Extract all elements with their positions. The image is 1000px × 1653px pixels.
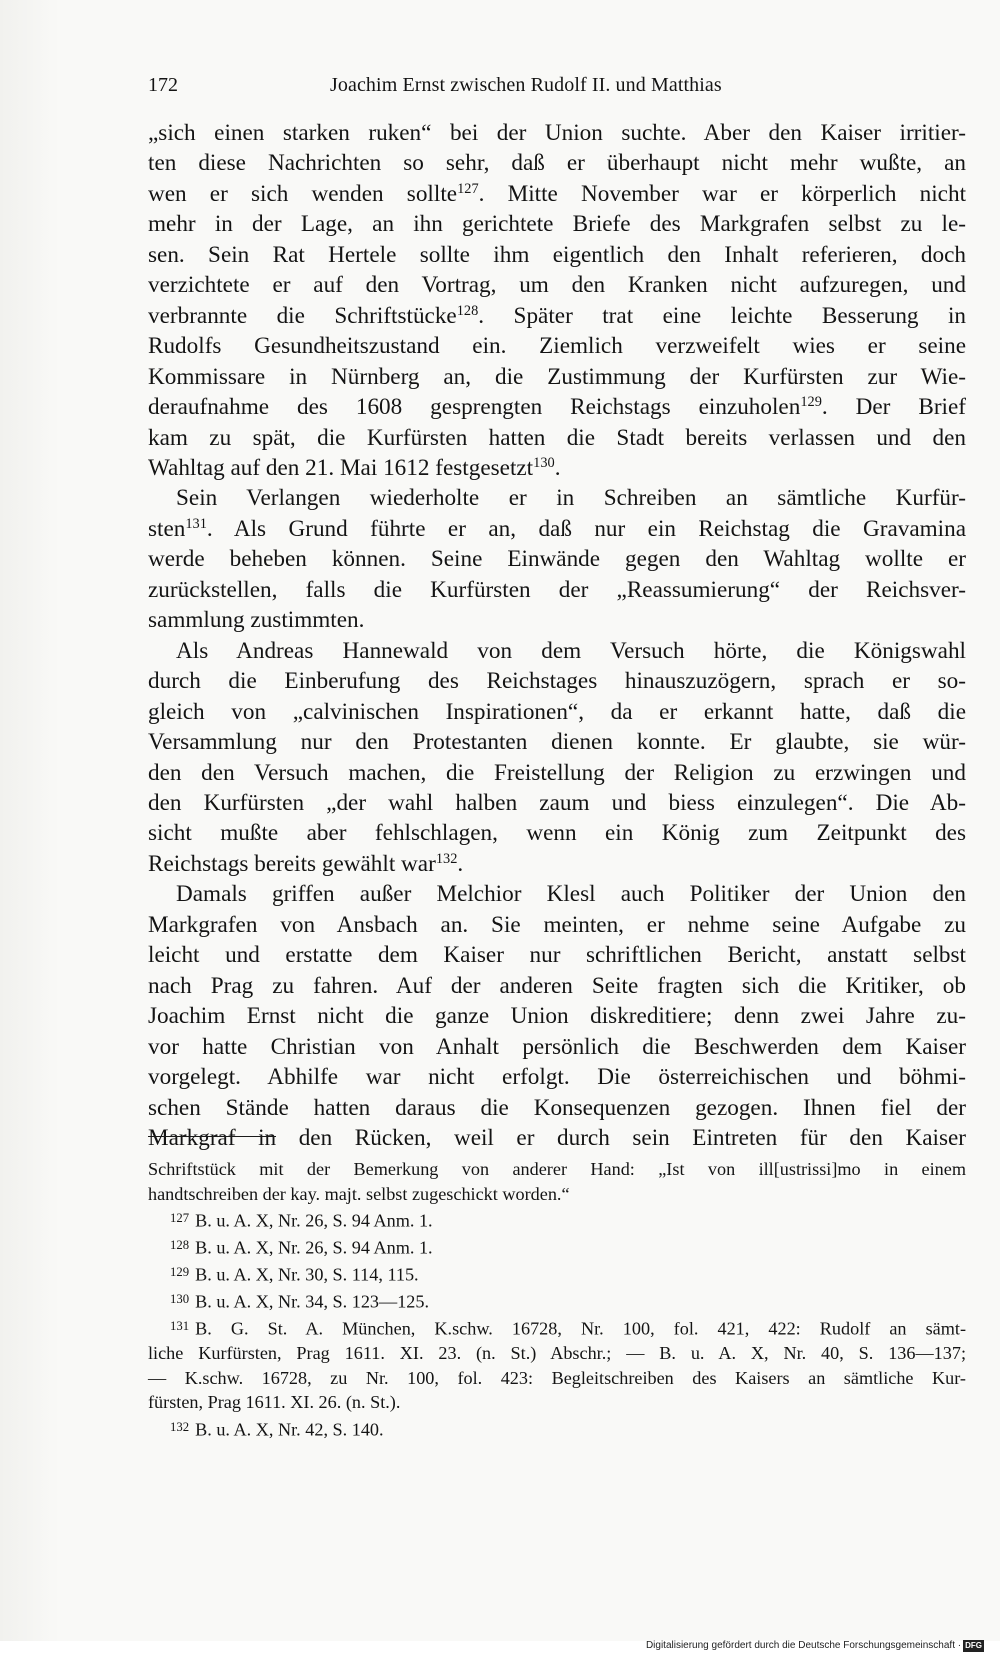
footnote-number: 130 (170, 1292, 190, 1307)
footnote-number: 131 (170, 1319, 190, 1334)
paragraph-2 (148, 483, 966, 635)
text-line: Joachim Ernst nicht die ganze Union diskreditiere; denn zwei Jahre zu- (148, 1003, 966, 1030)
text-line: durch die Einberufung des Reichstages hinauszuzögern, sprach er so- (148, 668, 966, 695)
dfg-logo: DFG (965, 1641, 982, 1650)
footnote-130 (148, 1287, 966, 1314)
text-line: kam zu spät, die Kurfürsten hatten die Stadt bereits verlassen und den (148, 424, 966, 451)
footnote-text: — K.schw. 16728, zu Nr. 100, fol. 423: Begleitschreiben des Kaisers an sämtliche Kur- (148, 1367, 966, 1388)
footnote-ref[interactable]: 131 (185, 515, 207, 532)
text-segment: . Später trat eine leichte Besserung in (478, 302, 967, 329)
text-line: schen Stände hatten daraus die Konsequenzen gezogen. Ihnen fiel der (148, 1094, 966, 1121)
text-segment: . Als Grund führte er an, daß nur ein Reichstag die Gravamina (206, 515, 966, 542)
text-line (148, 453, 966, 483)
text-line: sicht mußte aber fehlschlagen, wenn ein König zum Zeitpunkt des (148, 820, 966, 847)
text-line: sammlung zustimmten. (148, 607, 365, 634)
text-line: Damals griffen außer Melchior Klesl auch Politiker der Union den (176, 881, 966, 908)
footnote-text: liche Kurfürsten, Prag 1611. XI. 23. (n. St.) Abschr.; — B. u. A. X, Nr. 40, S. 136—137; (148, 1343, 966, 1364)
footnote-number: 132 (170, 1419, 190, 1434)
footnote-text: B. u. A. X, Nr. 30, S. 114, 115. (195, 1264, 419, 1285)
text-line: Markgraf in den Rücken, weil er durch sein Eintreten für den Kaiser (148, 1124, 966, 1151)
text-line: leicht und erstatte dem Kaiser nur schriftlichen Bericht, anstatt selbst (148, 942, 966, 969)
text-segment: sten (148, 515, 186, 542)
footnote-ref[interactable]: 130 (533, 455, 555, 472)
text-line (148, 849, 966, 879)
footnote-ref[interactable]: 132 (435, 850, 458, 867)
text-segment: deraufnahme des 1608 gesprengten Reichstags einzuholen (148, 394, 801, 421)
text-segment: Reichstags bereits gewählt war (148, 850, 436, 877)
paragraph-3 (148, 636, 966, 880)
text-line: sen. Sein Rat Hertele sollte ihm eigentlich den Inhalt referieren, doch (148, 241, 966, 268)
text-segment: Wahltag auf den 21. Mai 1612 festgesetzt (148, 454, 534, 481)
body-text (148, 118, 966, 1153)
page-number: 172 (148, 74, 178, 96)
footnote-text: fürsten, Prag 1611. XI. 26. (n. St.). (148, 1392, 401, 1413)
running-title: Joachim Ernst zwischen Rudolf II. und Matthias (330, 74, 722, 96)
footnote-text: B. u. A. X, Nr. 26, S. 94 Anm. 1. (195, 1237, 433, 1258)
text-line: Kommissare in Nürnberg an, die Zustimmung der Kurfürsten zur Wie- (148, 363, 966, 390)
footnote-127 (148, 1206, 966, 1233)
text-line: Versammlung nur den Protestanten dienen konnte. Er glaubte, sie wür- (148, 729, 966, 756)
footnote-text: B. u. A. X, Nr. 42, S. 140. (195, 1419, 384, 1440)
text-segment: verbrannte die Schriftstücke (148, 302, 457, 329)
text-line (148, 514, 966, 544)
footnote-text: B. G. St. A. München, K.schw. 16728, Nr. 100, fol. 421, 422: Rudolf an sämt- (195, 1318, 966, 1339)
text-line: gleich von „calvinischen Inspirationen“, da er erkannt hatte, daß die (148, 698, 966, 725)
text-segment: wen er sich wenden sollte (148, 180, 458, 207)
text-line (148, 392, 966, 422)
paragraph-4 (148, 879, 966, 1153)
footnote-ref[interactable]: 128 (456, 302, 479, 319)
footnote-continuation: Schriftstück mit der Bemerkung von anderer Hand: „Ist von ill[ustrissi]mo in einem (148, 1159, 966, 1179)
text-line: zurückstellen, falls die Kurfürsten der „Reassumierung“ der Reichsver- (148, 576, 966, 603)
page-margin-shadow (0, 0, 60, 1653)
footnote-132 (148, 1415, 966, 1442)
paragraph-1 (148, 118, 966, 483)
text-line: vorgelegt. Abhilfe war nicht erfolgt. Die österreichischen und böhmi- (148, 1064, 966, 1091)
footnote-continuation: handtschreiben der kay. majt. selbst zugeschickt worden.“ (148, 1183, 570, 1204)
footnotes (148, 1157, 966, 1442)
footnote-number: 127 (170, 1211, 190, 1226)
footnote-text: B. u. A. X, Nr. 34, S. 123—125. (195, 1291, 430, 1312)
text-line: Als Andreas Hannewald von dem Versuch hörte, die Königswahl (176, 637, 966, 664)
footnote-text: B. u. A. X, Nr. 26, S. 94 Anm. 1. (195, 1210, 433, 1231)
text-line: Rudolfs Gesundheitszustand ein. Ziemlich verzweifelt wies er seine (148, 333, 966, 360)
footnote-number: 128 (170, 1238, 190, 1253)
text-segment: . Der Brief (821, 394, 967, 421)
text-line: „sich einen starken ruken“ bei der Union suchte. Aber den Kaiser irritier- (148, 120, 966, 146)
text-line: verzichtete er auf den Vortrag, um den Kranken nicht aufzuregen, und (148, 272, 966, 299)
digitization-credit (646, 1640, 984, 1652)
footnote-128 (148, 1233, 966, 1260)
text-line: ten diese Nachrichten so sehr, daß er überhaupt nicht mehr wußte, an (148, 150, 966, 177)
footnote-131 (148, 1314, 966, 1341)
text-line: werde beheben können. Seine Einwände gegen den Wahltag wollte er (148, 546, 966, 573)
footnote-129 (148, 1260, 966, 1287)
text-segment: . (457, 850, 464, 877)
page-header (148, 74, 966, 104)
footnote-number: 129 (170, 1265, 190, 1280)
text-line: Markgrafen von Ansbach an. Sie meinten, er nehme seine Aufgabe zu (148, 911, 966, 938)
text-line: den Kurfürsten „der wahl halben zaum und biess einzulegen“. Die Ab- (148, 789, 966, 816)
credit-text: Digitalisierung gefördert durch die Deutsche Forschungsgemeinschaft · (645, 1640, 962, 1651)
text-segment: . (554, 454, 561, 481)
text-line (148, 179, 966, 209)
text-line: vor hatte Christian von Anhalt persönlich die Beschwerden dem Kaiser (148, 1033, 966, 1060)
text-line: nach Prag zu fahren. Auf der anderen Seite fragten sich die Kritiker, ob (148, 972, 966, 999)
text-line: den den Versuch machen, die Freistellung der Religion zu erzwingen und (148, 759, 966, 786)
footnote-divider (148, 1136, 276, 1137)
text-segment: . Mitte November war er körperlich nicht (478, 180, 967, 207)
text-line (148, 301, 966, 331)
text-line: mehr in der Lage, an ihn gerichtete Briefe des Markgrafen selbst zu le- (148, 211, 966, 238)
text-line: Sein Verlangen wiederholte er in Schreiben an sämtliche Kurfür- (176, 485, 966, 512)
footnote-ref[interactable]: 129 (800, 394, 822, 411)
footnote-ref[interactable]: 127 (457, 181, 479, 197)
